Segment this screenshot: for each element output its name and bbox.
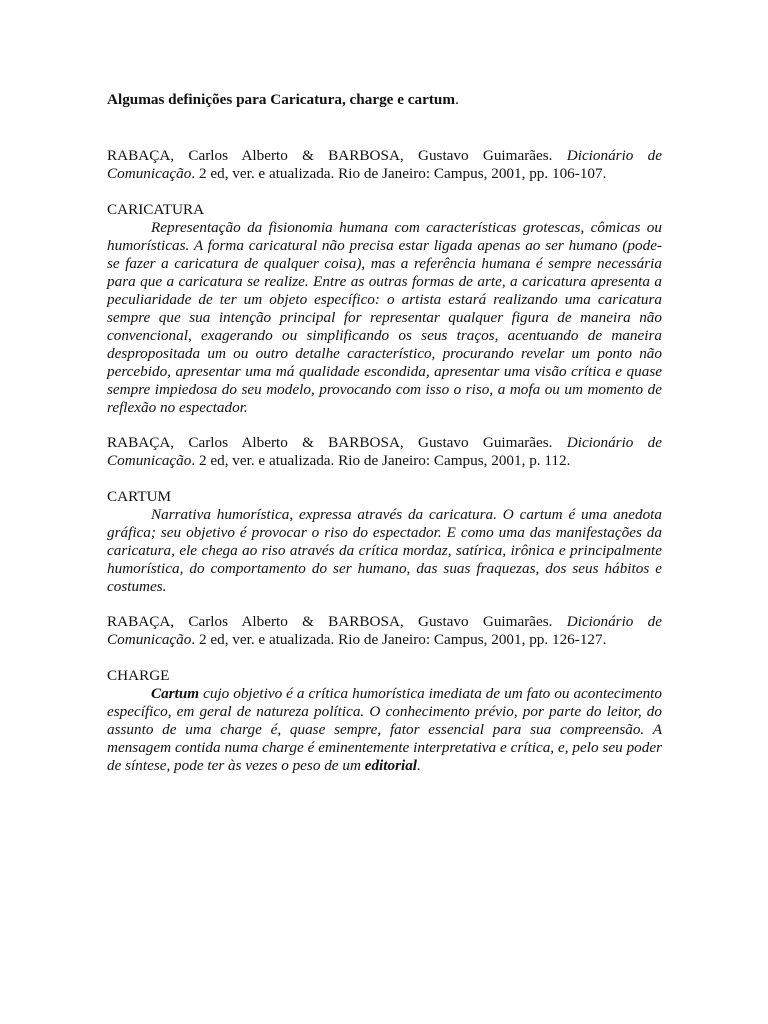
- section-heading-caricatura: CARICATURA: [107, 201, 205, 218]
- section-body-cartum: Narrativa humorística, expressa através da caricatura. O cartum é uma anedota gráfica; seu objetivo é provocar o riso do espectador. E como uma das manifestações da caricatura, ele chega ao riso através da crítica mordaz, satírica, irônica e principalmente humorística, do comportamento do ser humano, das suas fraquezas, dos seus hábitos e costumes.: [107, 506, 662, 595]
- reference-authors: RABAÇA, Carlos Alberto & BARBOSA, Gustavo Guimarães.: [107, 147, 553, 164]
- section-heading-cartum: CARTUM: [107, 488, 172, 505]
- title-period: .: [454, 91, 459, 108]
- section-body-charge: [107, 685, 662, 775]
- document-content: [107, 91, 662, 775]
- title-text: Algumas definições para Caricatura, charge e cartum: [107, 91, 455, 108]
- reference-authors: RABAÇA, Carlos Alberto & BARBOSA, Gustavo Guimarães.: [107, 613, 553, 630]
- charge-bold-term: editorial: [364, 757, 418, 774]
- section-heading-charge: CHARGE: [107, 667, 170, 684]
- reference-work: Dicionário de Comunicação: [107, 434, 663, 469]
- reference-details: . 2 ed, ver. e atualizada. Rio de Janeiro: Campus, 2001, pp. 106-107.: [191, 165, 607, 182]
- reference-work: Dicionário de Comunicação: [107, 613, 663, 648]
- reference-authors: RABAÇA, Carlos Alberto & BARBOSA, Gustavo Guimarães.: [107, 434, 553, 451]
- reference-cartum: [107, 434, 662, 470]
- charge-lead-term: Cartum: [151, 685, 200, 702]
- reference-caricatura: [107, 147, 662, 183]
- reference-work: Dicionário de Comunicação: [107, 147, 663, 182]
- section-body-caricatura: Representação da fisionomia humana com características grotescas, cômicas ou humorísticas. A forma caricatural não precisa estar ligada apenas ao ser humano (pode-se fazer a caricatura de qualquer coisa), mas a referência humana é sempre necessária para que a caricatura se realize. Entre as outras formas de arte, a caricatura apresenta a peculiaridade de ter um objeto específico: o artista estará realizando uma caricatura sempre que sua intenção principal for representar qualquer figura de maneira não convencional, exagerando ou simplificando os seus traços, acentuando de maneira despropositada um ou outro detalhe característico, procurando revelar um ponto não percebido, apresentar uma má qualidade escondida, apresentar uma visão crítica e quase sempre impiedosa do seu modelo, provocando com isso o riso, a mofa ou um momento de reflexão no espectador.: [107, 219, 662, 416]
- document-title: [107, 91, 662, 109]
- reference-details: . 2 ed, ver. e atualizada. Rio de Janeiro: Campus, 2001, p. 112.: [191, 452, 571, 469]
- reference-charge: [107, 613, 662, 649]
- charge-end: .: [417, 757, 421, 774]
- reference-details: . 2 ed, ver. e atualizada. Rio de Janeiro: Campus, 2001, pp. 126-127.: [191, 631, 607, 648]
- charge-text: cujo objetivo é a crítica humorística imediata de um fato ou acontecimento específico, em geral de natureza política. O conhecimento prévio, por parte do leitor, do assunto de uma charge é, quase sempre, fator essencial para sua compreensão. A mensagem contida numa charge é eminentemente interpretativa e crítica, e, pelo seu poder de síntese, pode ter às vezes o peso de um: [107, 685, 662, 774]
